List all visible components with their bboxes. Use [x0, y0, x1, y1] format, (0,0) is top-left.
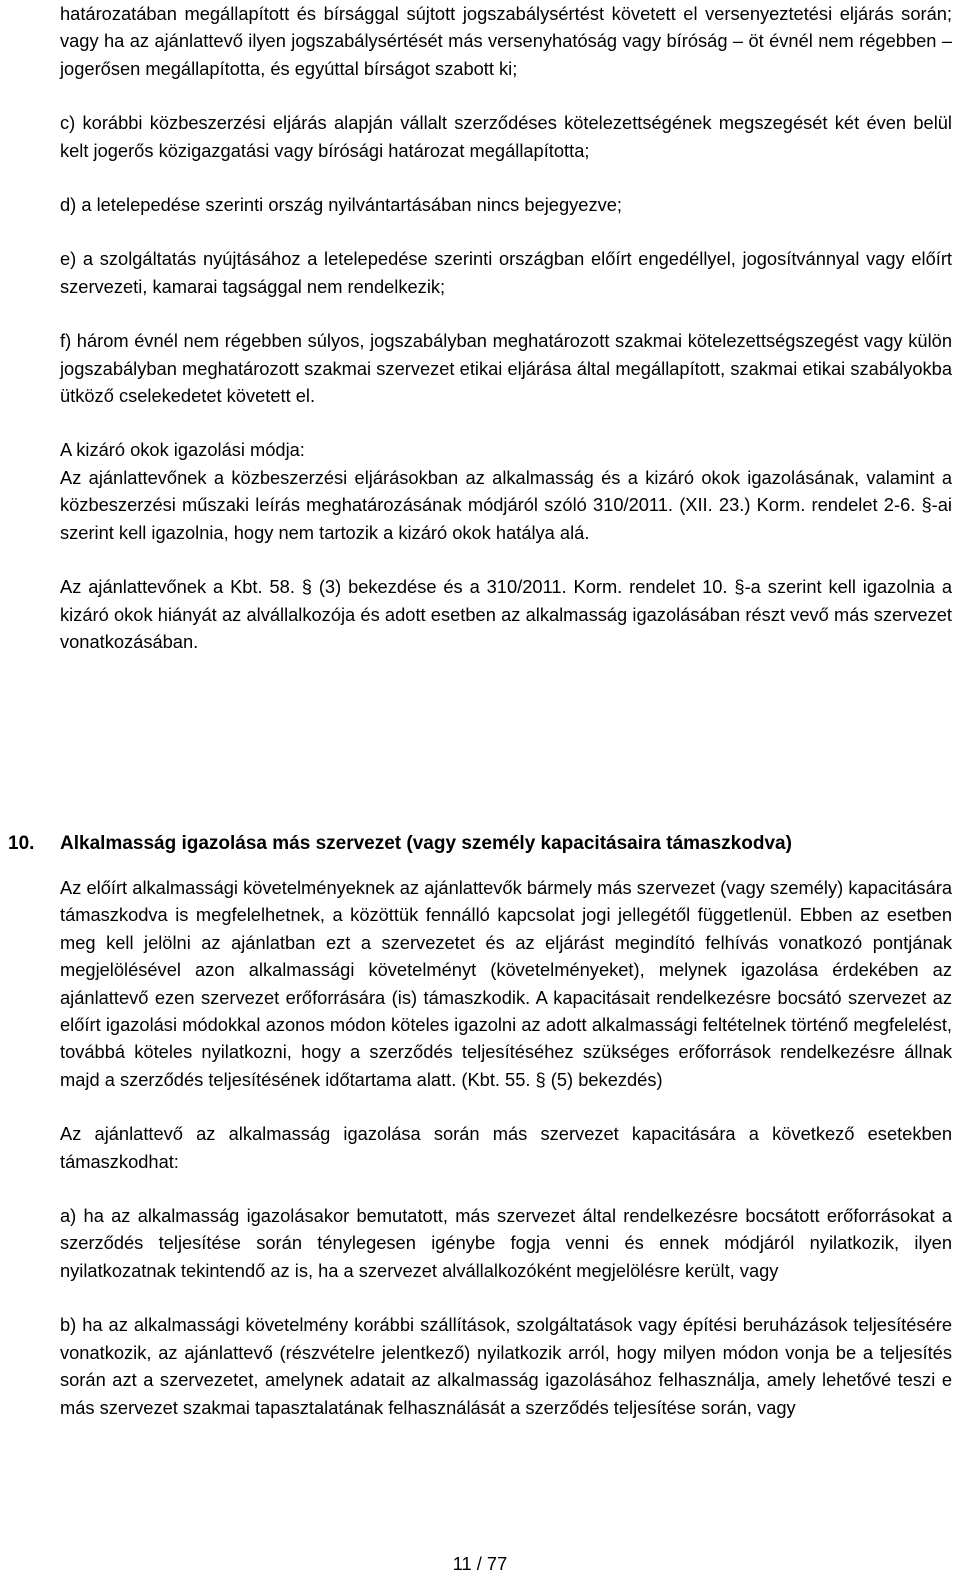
paragraph-case-b: b) ha az alkalmassági követelmény korábbi szállítások, szolgáltatások vagy építési beruházások teljesítésére vonatkozik, az ajánlattevő (részvételre jelentkező) nyilatkozik arról, hogy milyen módon vonja be a teljesítés során azt a szervezetet, amelynek adatait az alkalmasság igazolásához felhasználja, amely lehetővé teszi e más szervezet szakmai tapasztalatának felhasználását a szerződés teljesítése során, vagy — [60, 1314, 952, 1418]
section-heading — [8, 830, 948, 857]
paragraph-e: e) a szolgáltatás nyújtásához a letelepedése szerinti országban előírt engedéllyel, jogosítvánnyal vagy előírt szervezeti, kamarai tagsággal nem rendelkezik; — [60, 248, 952, 297]
section-title: Alkalmasság igazolása más szervezet (vagy személy kapacitásaira támaszkodva) — [60, 833, 792, 854]
page-number: 11 / 77 — [452, 1553, 508, 1574]
paragraph-kbt: Az ajánlattevőnek a Kbt. 58. § (3) bekezdése és a 310/2011. Korm. rendelet 10. §-a szerint kell igazolnia a kizáró okok hiányát az alvállalkozója és adott esetben az alkalmasság igazolásában részt vevő más szervezet vonatkozásában. — [60, 576, 952, 652]
paragraph-f: f) három évnél nem régebben súlyos, jogszabályban meghatározott szakmai kötelezettségszegést vagy külön jogszabályban meghatározott szakmai szervezet etikai eljárása által megállapított, szakmai etikai szabályokba ütköző cselekedetet követett el. — [60, 330, 952, 407]
paragraph-intro: határozatában megállapított és bírsággal sújtott jogszabálysértést követett el versenyeztetési eljárás során; vagy ha az ajánlattevő ilyen jogszabálysértését más versenyhatóság vagy bíróság – öt évnél nem régebben – jogerősen megállapította, és egyúttal bírságot szabott ki; — [60, 3, 952, 79]
paragraph-kizaro-title: A kizáró okok igazolási módja: — [60, 439, 305, 461]
paragraph-case-a: a) ha az alkalmasság igazolásakor bemutatott, más szervezet által rendelkezésre bocsátott erőforrásokat a szerződés teljesítése során ténylegesen igénybe fogja venni és ennek módjáról nyilatkozik, ilyen nyilatkozatnak tekintendő az is, ha a szervezet alvállalkozóként megjelölésre került, vagy — [60, 1205, 952, 1281]
paragraph-d: d) a letelepedése szerinti ország nyilvántartásában nincs bejegyezve; — [60, 194, 622, 216]
paragraph-kizaro-body: Az ajánlattevőnek a közbeszerzési eljárásokban az alkalmasság és a kizáró okok igazolásának, valamint a közbeszerzési műszaki leírás meghatározásának módjáról szóló 310/2011. (XII. 23.) Korm. rendelet 2-6. §-ai szerint kell igazolnia, hogy nem tartozik a kizáró okok hatálya alá. — [60, 466, 952, 543]
paragraph-cases-intro: Az ajánlattevő az alkalmasság igazolása során más szervezet kapacitására a következő esetekben támaszkodhat: — [60, 1123, 952, 1172]
document-body-top — [60, 0, 952, 655]
section-number: 10. — [8, 833, 35, 854]
paragraph-capacity: Az előírt alkalmassági követelményeknek az ajánlattevők bármely más szervezet (vagy személy) kapacitására támaszkodva is megfelelhetnek, a közöttük fennálló kapcsolat jogi jellegétől függetlenül. Ebben az esetben meg kell jelölni az ajánlatban ezt a szervezetet és az eljárást megindító felhívás vonatkozó pontjának megjelölésével azon alkalmassági követelményt (követelményeket), melynek igazolása érdekében az ajánlattevő ezen szervezet erőforrására (is) támaszkodik. A kapacitásait rendelkezésre bocsátó szervezet az előírt igazolási módokkal azonos módon köteles igazolni az adott alkalmassági feltételnek történő megfelelést, továbbá köteles nyilatkozni, hogy a szerződés teljesítéséhez szükséges erőforrások rendelkezésre állnak majd a szerződés teljesítésének időtartama alatt. (Kbt. 55. § (5) bekezdés) — [60, 877, 952, 1090]
paragraph-c: c) korábbi közbeszerzési eljárás alapján vállalt szerződéses kötelezettségének megszegését két éven belül kelt jogerős közigazgatási vagy bírósági határozat megállapította; — [60, 112, 952, 161]
document-body-section10 — [60, 874, 952, 1421]
